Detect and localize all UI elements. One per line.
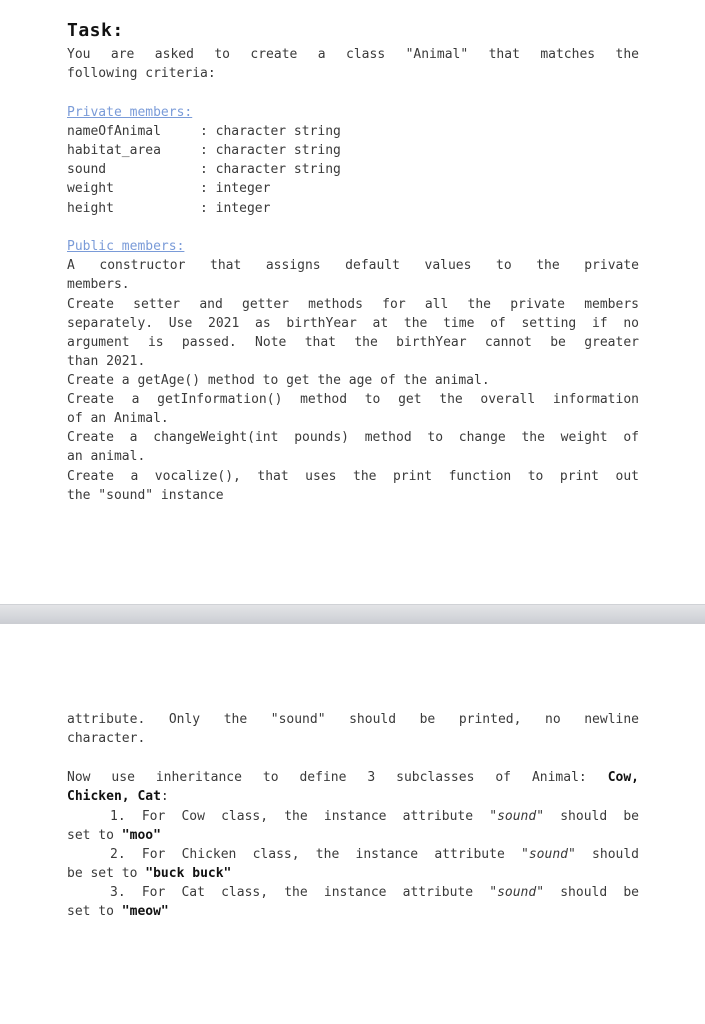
public-line: argument is passed. Note that the birthYear cannot be greater bbox=[67, 335, 639, 350]
item-attr: "sound" bbox=[489, 885, 545, 900]
inheritance-line-1 bbox=[67, 768, 639, 787]
private-member-row bbox=[67, 160, 639, 179]
member-name: habitat_area bbox=[67, 143, 161, 158]
colon: : bbox=[160, 789, 169, 804]
item-text: should be bbox=[544, 809, 639, 824]
member-type: : character string bbox=[200, 124, 341, 139]
private-member-row bbox=[67, 179, 639, 198]
item-attr: "sound" bbox=[489, 809, 545, 824]
member-type: : integer bbox=[200, 201, 271, 216]
member-type: : character string bbox=[200, 162, 341, 177]
item-text: set to bbox=[67, 828, 122, 843]
item-text: should be bbox=[544, 885, 639, 900]
subclass-item-2-cont bbox=[67, 864, 639, 883]
subclass-names: Cow, bbox=[607, 770, 639, 785]
item-value: "buck buck" bbox=[145, 866, 232, 881]
public-line: Create a vocalize(), that uses the print function to print out bbox=[67, 469, 639, 484]
item-text: 1. For Cow class, the instance attribute bbox=[110, 809, 490, 824]
subclass-item-1-cont bbox=[67, 826, 639, 845]
document-page-2 bbox=[0, 624, 705, 1024]
continued-line-2: character. bbox=[67, 731, 146, 746]
subclass-item-3 bbox=[110, 883, 639, 902]
private-member-row bbox=[67, 122, 639, 141]
public-line: A constructor that assigns default values to the private bbox=[67, 258, 639, 273]
public-members-heading-text: Public members: bbox=[67, 239, 185, 254]
private-member-row bbox=[67, 141, 639, 160]
public-line: than 2021. bbox=[67, 354, 146, 369]
item-text: be set to bbox=[67, 866, 146, 881]
public-line: an animal. bbox=[67, 449, 146, 464]
continued-line-1: attribute. Only the "sound" should be printed, no newline bbox=[67, 712, 639, 727]
page-separator bbox=[0, 604, 705, 626]
item-text: 3. For Cat class, the instance attribute bbox=[110, 885, 490, 900]
member-type: : integer bbox=[200, 181, 271, 196]
subclass-item-3-cont bbox=[67, 902, 639, 921]
public-line: members. bbox=[67, 277, 130, 292]
public-line: Create a getAge() method to get the age of the animal. bbox=[67, 373, 490, 388]
public-line: the "sound" instance bbox=[67, 488, 224, 503]
private-members-heading bbox=[67, 103, 639, 122]
public-line: of an Animal. bbox=[67, 411, 169, 426]
member-name: sound bbox=[67, 162, 107, 177]
public-line: Create setter and getter methods for all the private members bbox=[67, 297, 639, 312]
intro-line-1: You are asked to create a class "Animal" that matches the bbox=[67, 47, 639, 62]
member-name: height bbox=[67, 201, 114, 216]
member-type: : character string bbox=[200, 143, 341, 158]
subclass-item-1 bbox=[110, 807, 639, 826]
member-name: nameOfAnimal bbox=[67, 124, 161, 139]
public-members-heading bbox=[67, 237, 639, 256]
member-name: weight bbox=[67, 181, 114, 196]
item-text: set to bbox=[67, 904, 122, 919]
item-value: "moo" bbox=[121, 828, 161, 843]
public-line: Create a getInformation() method to get the overall information bbox=[67, 392, 639, 407]
public-line: separately. Use 2021 as birthYear at the time of setting if no bbox=[67, 316, 639, 331]
subclass-names: Chicken, Cat bbox=[67, 789, 161, 804]
private-members-heading-text: Private members: bbox=[67, 105, 193, 120]
item-value: "meow" bbox=[121, 904, 169, 919]
item-text: 2. For Chicken class, the instance attribute bbox=[110, 847, 522, 862]
intro-line-2: following criteria: bbox=[67, 66, 216, 81]
task-title: Task: bbox=[67, 20, 124, 41]
subclass-item-2 bbox=[110, 845, 639, 864]
public-line: Create a changeWeight(int pounds) method to change the weight of bbox=[67, 430, 639, 445]
item-text: should bbox=[575, 847, 639, 862]
inheritance-text: Now use inheritance to define 3 subclasses of Animal: bbox=[67, 770, 587, 785]
private-member-row bbox=[67, 199, 639, 218]
inheritance-line-2 bbox=[67, 787, 639, 806]
item-attr: "sound" bbox=[521, 847, 576, 862]
